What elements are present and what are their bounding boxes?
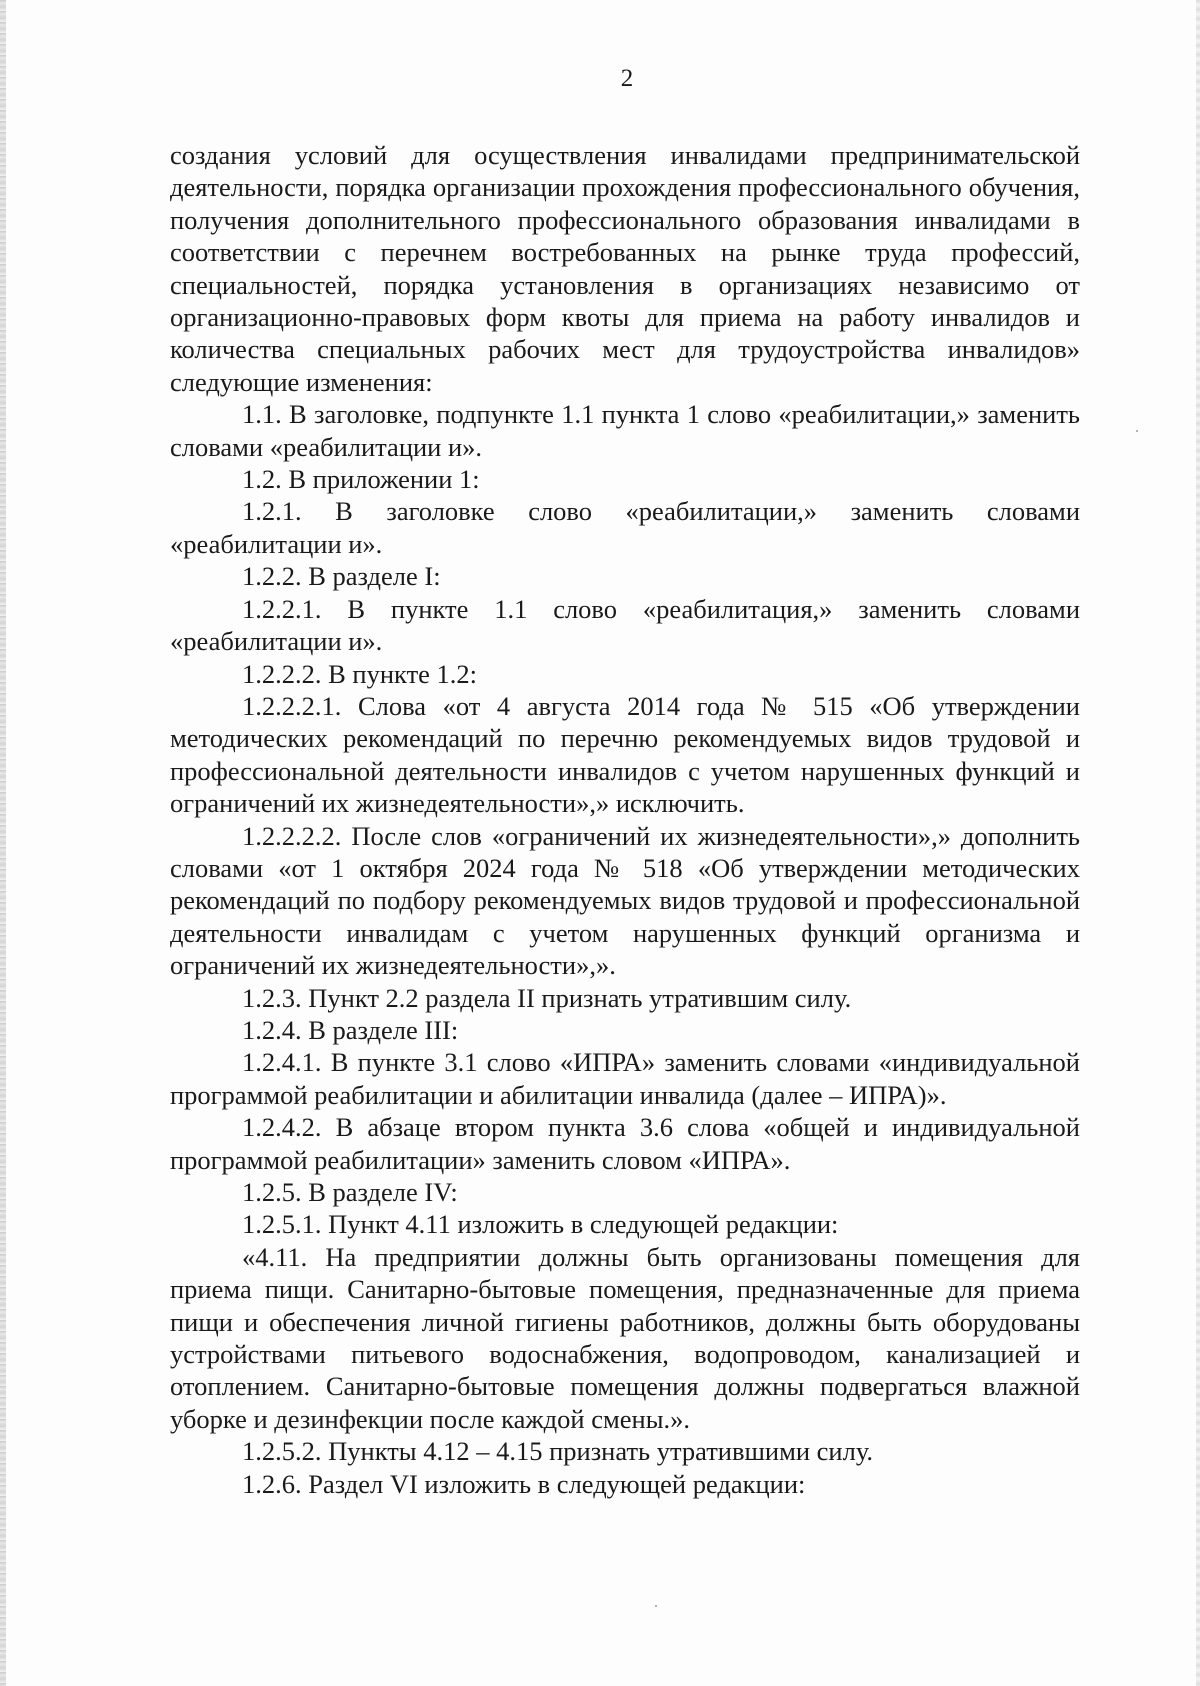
- paragraph-1-2-3: 1.2.3. Пункт 2.2 раздела II признать утратившим силу.: [242, 982, 852, 1013]
- paragraph-1-2-4-2: 1.2.4.2. В абзаце втором пункта 3.6 слова «общей и индивидуальной программой реабилитации» заменить словом «ИПРА».: [170, 1112, 1080, 1175]
- paragraph-1-2-2-2: 1.2.2.2. В пункте 1.2:: [242, 658, 478, 689]
- paragraph-1-2-2: 1.2.2. В разделе I:: [242, 561, 441, 592]
- paragraph-1-2-4-1: 1.2.4.1. В пункте 3.1 слово «ИПРА» заменить словами «индивидуальной программой реабилитации и абилитации инвалида (далее – ИПРА)».: [170, 1047, 1080, 1110]
- scan-speck: [655, 1605, 657, 1607]
- paragraph-1-1: 1.1. В заголовке, подпункте 1.1 пункта 1 слово «реабилитации,» заменить словами «реабилитации и».: [170, 399, 1080, 462]
- paragraph-1-2: 1.2. В приложении 1:: [242, 464, 480, 495]
- paragraph-1-2-5: 1.2.5. В разделе IV:: [242, 1177, 458, 1207]
- paragraph-intro: создания условий для осуществления инвалидами предпринимательской деятельности, порядка организации прохождения профессионального обучения, получения дополнительного профессионального образования инвалидами в соответствии с перечнем востребованных на рынке труда профессий, специальностей, порядка установления в организациях независимо от организационно-правовых форм квоты для приема на работу инвалидов и количества специальных рабочих мест для трудоустройства инвалидов» следующие изменения:: [170, 140, 1080, 397]
- scan-edge-left: [0, 0, 6, 1686]
- scan-edge-right: [1196, 0, 1200, 1686]
- paragraph-1-2-4: 1.2.4. В разделе III:: [242, 1014, 459, 1045]
- scan-speck: [1136, 430, 1138, 432]
- paragraph-1-2-6: 1.2.6. Раздел VI изложить в следующей редакции:: [242, 1468, 806, 1499]
- document-body: [170, 139, 1080, 1500]
- paragraph-1-2-5-1: 1.2.5.1. Пункт 4.11 изложить в следующей редакции:: [242, 1209, 839, 1240]
- paragraph-1-2-2-2-2: 1.2.2.2.2. После слов «ограничений их жизнедеятельности»,» дополнить словами «от 1 октября 2024 года № 518 «Об утверждении методических рекомендаций по подбору рекомендуемых видов трудовой и профессиональной деятельности инвалидам с учетом нарушенных функций организма и ограничений их жизнедеятельности»,».: [170, 820, 1080, 981]
- paragraph-4-11-quote: «4.11. На предприятии должны быть организованы помещения для приема пищи. Санитарно-бытовые помещения, предназначенные для приема пищи и обеспечения личной гигиены работников, должны быть оборудованы устройствами питьевого водоснабжения, водопроводом, канализацией и отоплением. Санитарно-бытовые помещения должны подвергаться влажной уборке и дезинфекции после каждой смены.».: [170, 1241, 1080, 1434]
- paragraph-1-2-1: 1.2.1. В заголовке слово «реабилитации,» заменить словами «реабилитации и».: [170, 496, 1080, 559]
- paragraph-1-2-5-2: 1.2.5.2. Пункты 4.12 – 4.15 признать утратившими силу.: [242, 1436, 874, 1467]
- paragraph-1-2-2-2-1: 1.2.2.2.1. Слова «от 4 августа 2014 года № 515 «Об утверждении методических рекомендаций по перечню рекомендуемых видов трудовой и профессиональной деятельности инвалидов с учетом нарушенных функций и ограничений их жизнедеятельности»,» исключить.: [170, 690, 1080, 819]
- page-number: 2: [620, 65, 634, 92]
- paragraph-1-2-2-1: 1.2.2.1. В пункте 1.1 слово «реабилитация,» заменить словами «реабилитации и».: [170, 593, 1080, 657]
